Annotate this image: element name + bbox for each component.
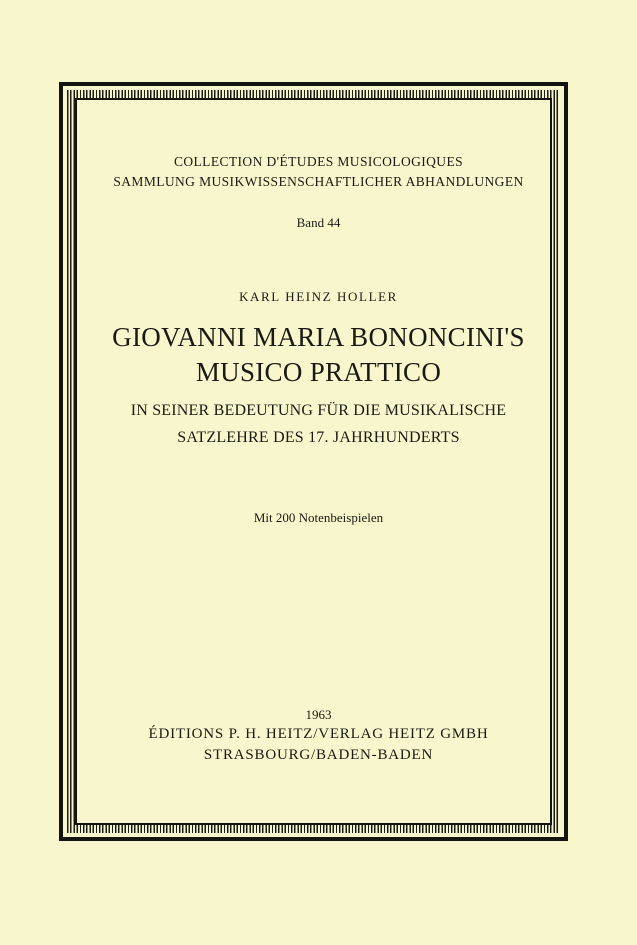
book-title-line-1: GIOVANNI MARIA BONONCINI'S: [112, 322, 525, 352]
publisher-name: ÉDITIONS P. H. HEITZ/VERLAG HEITZ GMBH: [148, 726, 489, 742]
book-title-line-2: MUSICO PRATTICO: [195, 357, 442, 387]
subtitle-line-1: IN SEINER BEDEUTUNG FÜR DIE MUSIKALISCHE: [130, 402, 507, 419]
publication-year: 1963: [305, 707, 332, 722]
music-examples-note: Mit 200 Notenbeispielen: [253, 510, 384, 525]
series-title-german: SAMMLUNG MUSIKWISSENSCHAFTLICHER ABHANDLUNGEN: [113, 174, 524, 189]
author-name: KARL HEINZ HOLLER: [239, 289, 398, 304]
volume-number: Band 44: [296, 215, 341, 230]
publication-place: STRASBOURG/BADEN-BADEN: [203, 747, 434, 763]
series-title-french: COLLECTION D'ÉTUDES MUSICOLOGIQUES: [173, 154, 464, 169]
subtitle-line-2: SATZLEHRE DES 17. JAHRHUNDERTS: [177, 429, 460, 446]
